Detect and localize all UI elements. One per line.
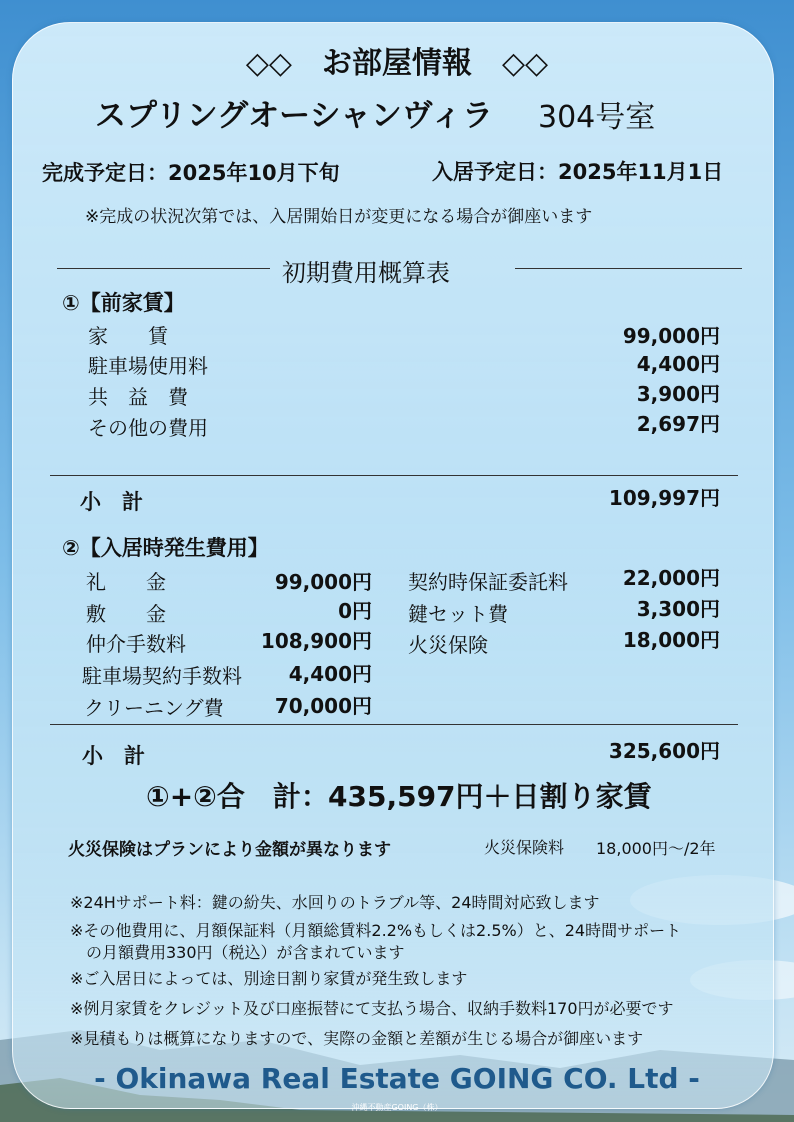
total-value: 435,597円＋日割り家賃	[328, 780, 652, 813]
note-line: ※24Hサポート料：鍵の紛失、水回りのトラブル等、24時間対応致します	[70, 893, 600, 912]
section-title: 初期費用概算表	[282, 259, 450, 287]
movein-item-value: 3,300円	[636, 597, 720, 621]
divider	[57, 268, 270, 269]
movein-item-label: 鍵セット費	[408, 602, 508, 626]
note-line: の月額費用330円（税込）が含まれています	[70, 943, 405, 962]
movein-item-label: クリーニング費	[84, 696, 224, 720]
property-name: スプリングオーシャンヴィラ	[95, 98, 494, 134]
movein-item-value: 99,000円	[274, 570, 372, 594]
rent-subtotal-value: 109,997円	[608, 486, 720, 510]
insurance-fee-label: 火災保険料	[484, 838, 565, 857]
note-line: ※例月家賃をクレジット及び口座振替にて支払う場合、収納手数料170円が必要です	[70, 999, 674, 1018]
movein-item-value: 108,900円	[260, 629, 372, 653]
movein-item-label: 敷 金	[86, 602, 166, 626]
divider	[50, 475, 738, 476]
rent-item-value: 3,900円	[636, 382, 720, 406]
movein-item-value: 18,000円	[622, 628, 720, 652]
date-notice: ※完成の状況次第では、入居開始日が変更になる場合が御座います	[85, 207, 593, 227]
movein-subtotal-label: 小 計	[82, 744, 145, 768]
movein-item-value: 0円	[338, 599, 372, 623]
movein-item-label: 仲介手数料	[86, 632, 186, 656]
note-line: ※その他費用に、月額保証料（月額総賃料2.2%もしくは2.5%）と、24時間サポート	[70, 921, 682, 940]
rent-item-value: 2,697円	[636, 412, 720, 436]
room-number: 304号室	[538, 100, 656, 135]
movein-subtotal-value: 325,600円	[608, 739, 720, 763]
total-label: ①+②合 計：	[146, 780, 329, 813]
rent-item-label: その他の費用	[88, 416, 208, 440]
completion-date: 完成予定日：2025年10月下旬	[42, 161, 340, 185]
page-title: ◇◇ お部屋情報 ◇◇	[245, 46, 549, 81]
movein-item-value: 4,400円	[288, 662, 372, 686]
divider	[515, 268, 742, 269]
rent-item-value: 99,000円	[622, 324, 720, 348]
note-line: ※見積もりは概算になりますので、実際の金額と差額が生じる場合が御座います	[70, 1029, 644, 1048]
movein-heading: ②【入居時発生費用】	[62, 536, 269, 560]
movein-item-value: 70,000円	[274, 694, 372, 718]
rent-item-value: 4,400円	[636, 352, 720, 376]
rent-heading: ①【前家賃】	[62, 291, 185, 315]
movein-item-label: 礼 金	[86, 570, 166, 594]
rent-item-label: 家 賃	[88, 324, 168, 348]
movein-item-label: 契約時保証委託料	[408, 570, 568, 594]
company-name: - Okinawa Real Estate GOING CO. Ltd -	[94, 1062, 700, 1095]
insurance-note: 火災保険はプランにより金額が異なります	[68, 840, 391, 860]
movein-item-label: 火災保険	[408, 633, 488, 657]
rent-item-label: 駐車場使用料	[88, 354, 208, 378]
movein-date: 入居予定日：2025年11月1日	[432, 160, 724, 184]
company-logo-text: 沖縄不動産GOING（株）	[351, 1103, 443, 1112]
rent-item-label: 共 益 費	[88, 385, 188, 409]
note-line: ※ご入居日によっては、別途日割り家賃が発生致します	[70, 969, 468, 988]
divider	[50, 724, 738, 725]
movein-item-label: 駐車場契約手数料	[82, 664, 242, 688]
insurance-fee-value: 18,000円～/2年	[596, 839, 716, 858]
rent-subtotal-label: 小 計	[80, 490, 143, 514]
movein-item-value: 22,000円	[622, 566, 720, 590]
